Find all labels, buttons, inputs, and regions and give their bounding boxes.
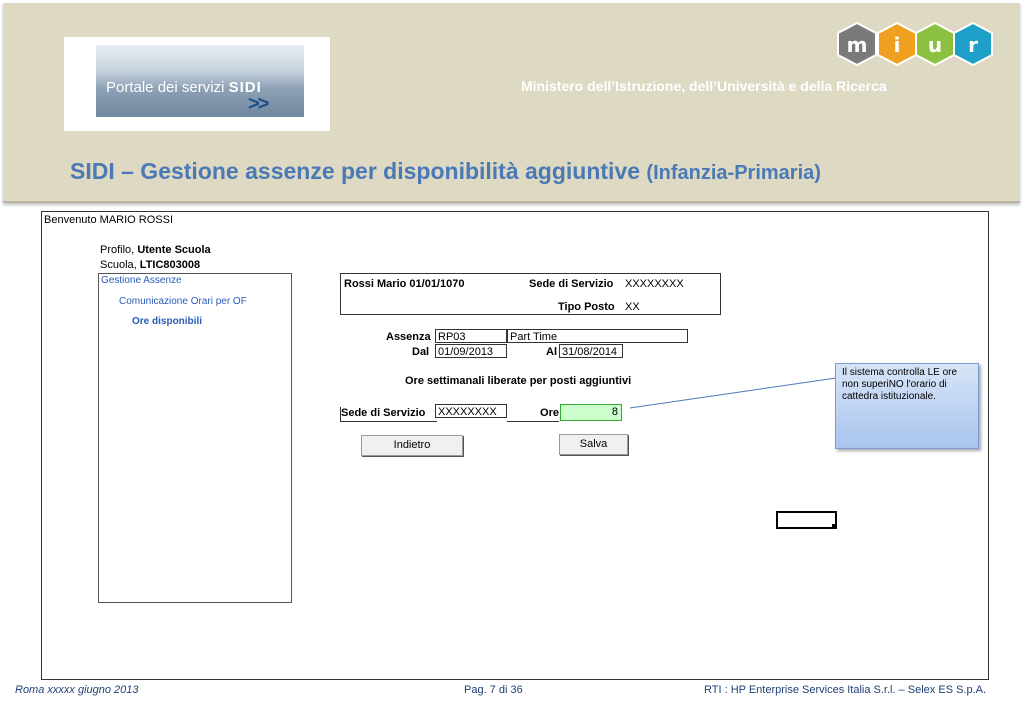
dal-field[interactable]: 01/09/2013 [435, 344, 507, 358]
footer-page: Pag. 7 di 36 [464, 684, 523, 696]
svg-text:u: u [927, 33, 943, 57]
sede-label: Sede di Servizio [529, 278, 614, 290]
slide-title-main: SIDI – Gestione assenze per disponibilità aggiuntive [70, 158, 647, 184]
footer-credits: RTI : HP Enterprise Services Italia S.r.l. – Selex ES S.p.A. [704, 684, 987, 696]
sede2-field[interactable]: XXXXXXXX [435, 404, 507, 418]
svg-text:i: i [893, 33, 901, 57]
portal-arrows: >> [248, 93, 268, 115]
footer-date: Roma xxxxx giugno 2013 [15, 684, 139, 696]
al-label: Al [546, 346, 557, 358]
welcome-text: Benvenuto MARIO ROSSI [44, 214, 173, 226]
ore-input[interactable]: 8 [560, 404, 622, 421]
sede2-label: Sede di Servizio [340, 407, 437, 422]
salva-button[interactable]: Salva [559, 434, 628, 455]
person-name: Rossi Mario 01/01/1070 [344, 278, 465, 290]
assenza-label: Assenza [386, 331, 431, 343]
tipo-posto-label: Tipo Posto [558, 301, 615, 313]
portal-text: Portale dei servizi [106, 79, 225, 96]
nav-gestione-assenze[interactable]: Gestione Assenze [101, 275, 182, 286]
indietro-button[interactable]: Indietro [361, 435, 463, 456]
profilo-label: Profilo, [100, 244, 135, 256]
ore-label: Ore [507, 407, 559, 422]
profilo-value: Utente Scuola [137, 244, 211, 256]
svg-text:r: r [968, 33, 978, 57]
nav-comunicazione-orari[interactable]: Comunicazione Orari per OF [119, 296, 247, 307]
tipo-posto-value: XX [625, 301, 640, 313]
nav-ore-disponibili[interactable]: Ore disponibili [132, 316, 203, 327]
ore-heading: Ore settimanali liberate per posti aggiuntivi [405, 375, 632, 387]
assenza-desc-field[interactable]: Part Time [507, 329, 688, 343]
scuola-value: LTIC803008 [139, 259, 201, 271]
svg-text:m: m [846, 33, 868, 57]
assenza-code-field[interactable]: RP03 [435, 329, 507, 343]
al-field[interactable]: 31/08/2014 [559, 344, 623, 358]
slide-title-sub: (Infanzia-Primaria) [646, 162, 821, 184]
portal-brand: SIDI [228, 79, 262, 96]
sede-value: XXXXXXXX [625, 278, 684, 290]
callout-note: Il sistema controlla LE ore non superiNO l'orario di cattedra istituzionale. [835, 363, 979, 449]
scuola-label: Scuola, [100, 259, 137, 271]
ministero-name: Ministero dell’Istruzione, dell’Università e della Ricerca [521, 78, 887, 94]
dal-label: Dal [412, 346, 430, 358]
